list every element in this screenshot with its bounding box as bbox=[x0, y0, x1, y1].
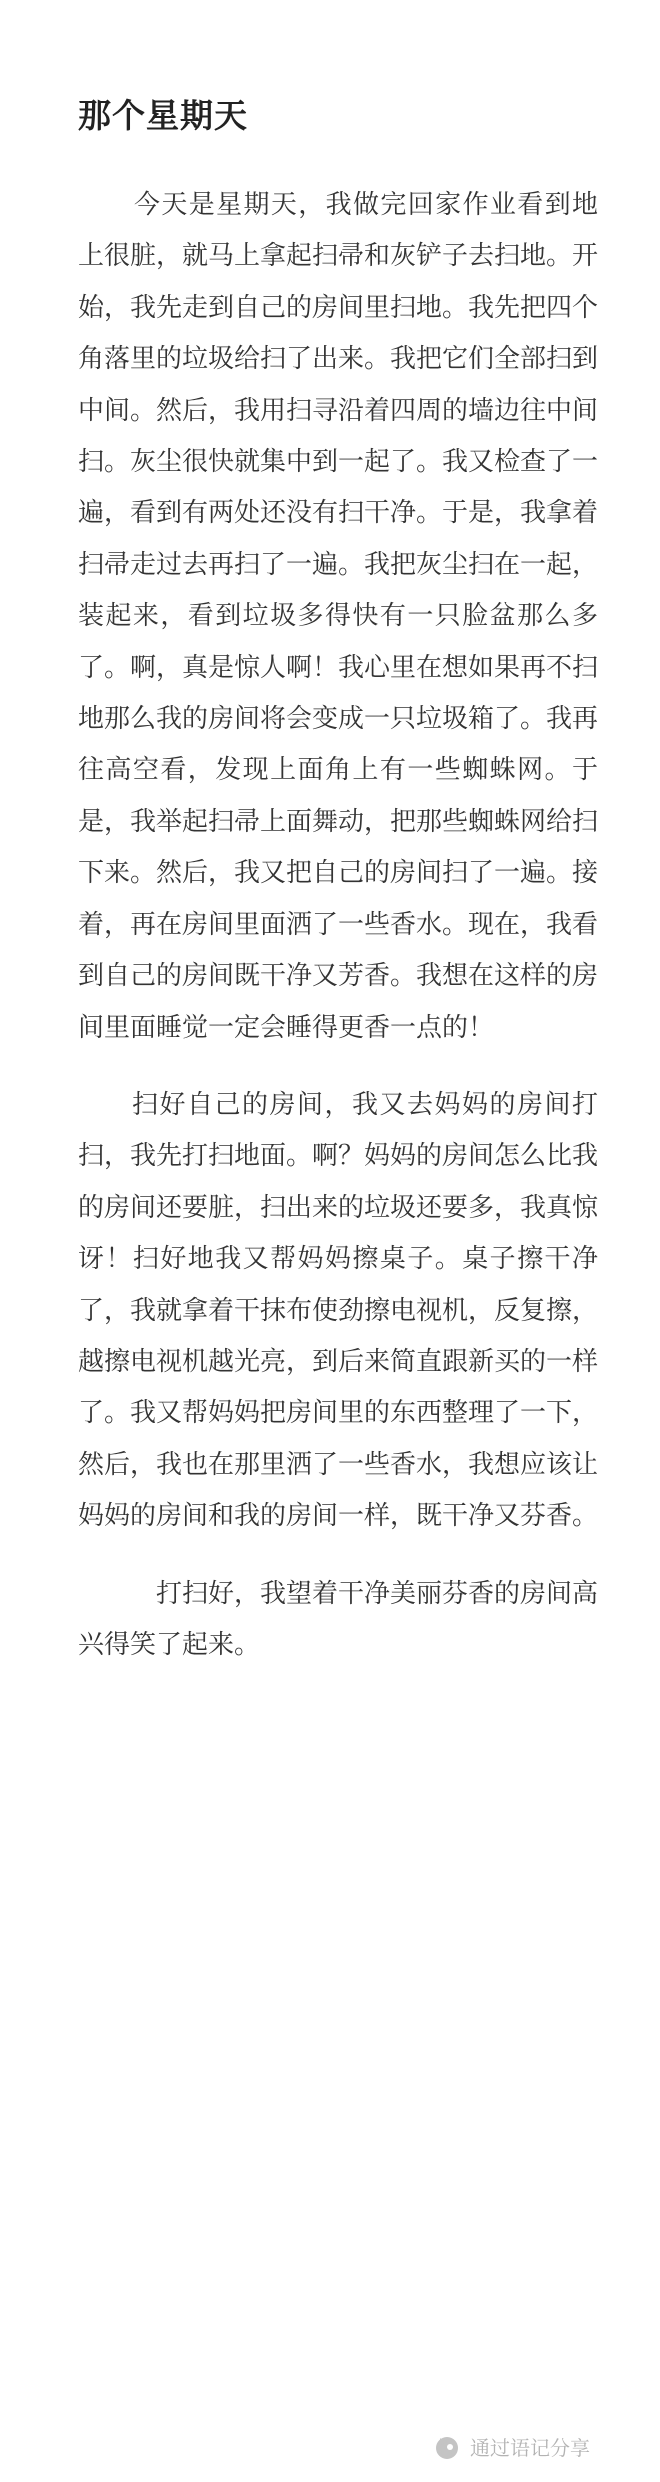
article-paragraph-3: 打扫好，我望着干净美丽芬香的房间高兴得笑了起来。 bbox=[78, 1578, 599, 1660]
article-paragraph-1: 今天是星期天，我做完回家作业看到地上很脏，就马上拿起扫帚和灰铲子去扫地。开始，我先走到自己的房间里扫地。我先把四个角落里的垃圾给扫了出来。我把它们全部扫到中间。然后，我用扫寻沿着四周的墙边往中间扫。灰尘很快就集中到一起了。我又检查了一遍，看到有两处还没有扫干净。于是，我拿着扫帚走过去再扫了一遍。我把灰尘扫在一起，装起来，看到垃圾多得快有一只脸盆那么多了。啊，真是惊人啊！我心里在想如果再不扫地那么我的房间将会变成一只垃圾箱了。我再往高空看，发现上面角上有一些蜘蛛网。于是，我举起扫帚上面舞动，把那些蜘蛛网给扫下来。然后，我又把自己的房间扫了一遍。接着，再在房间里面洒了一些香水。现在，我看到自己的房间既干净又芳香。我想在这样的房间里面睡觉一定会睡得更香一点的！ bbox=[78, 190, 599, 1043]
article-body bbox=[78, 180, 598, 1671]
article-paragraph-2: 扫好自己的房间，我又去妈妈的房间打扫，我先打扫地面。啊？妈妈的房间怎么比我的房间还要脏，扫出来的垃圾还要多，我真惊讶！扫好地我又帮妈妈擦桌子。桌子擦干净了，我就拿着干抹布使劲擦电视机，反复擦，越擦电视机越光亮，到后来简直跟新买的一样了。我又帮妈妈把房间里的东西整理了一下，然后，我也在那里洒了一些香水，我想应该让妈妈的房间和我的房间一样，既干净又芬香。 bbox=[78, 1089, 599, 1532]
article-title: 那个星期天 bbox=[78, 96, 248, 135]
share-source-label: 通过语记分享 bbox=[470, 2436, 590, 2460]
share-footer[interactable] bbox=[434, 2432, 590, 2461]
voice-note-app-icon bbox=[434, 2434, 460, 2460]
article-container bbox=[78, 0, 598, 1697]
